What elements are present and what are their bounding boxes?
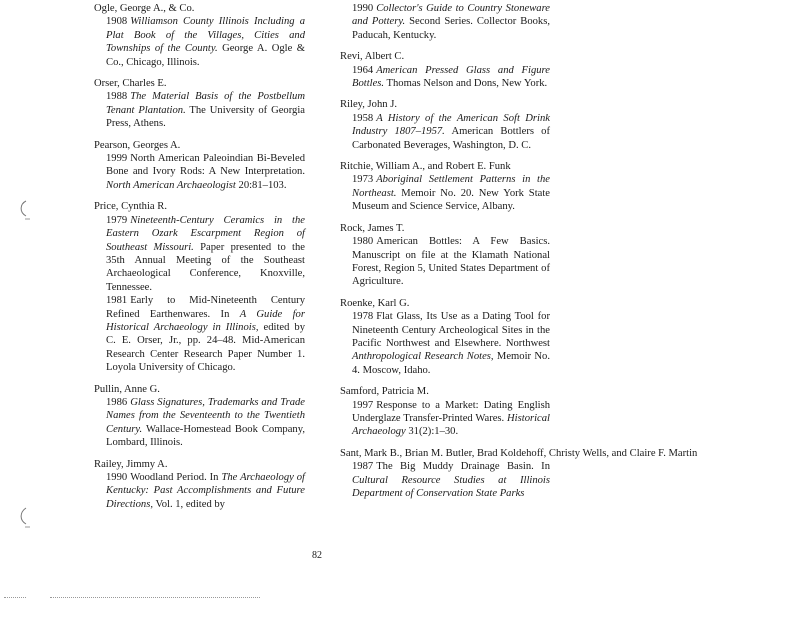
entry-reference: [340, 460, 550, 500]
reference-year: 1979: [106, 214, 128, 226]
reference-title: Historical Archaeology: [352, 412, 550, 438]
entry-reference: [94, 90, 305, 130]
reference-text: The Big Muddy Drainage Basin. In: [376, 461, 550, 473]
bibliography-entry: [340, 385, 550, 439]
entry-reference: [340, 310, 550, 377]
reference-year: 1999: [106, 153, 128, 165]
entry-author: Pullin, Anne G.: [94, 383, 160, 395]
reference-title: North American Archaeologist: [106, 179, 236, 191]
reference-year: 1988: [106, 91, 128, 103]
reference-text: The University of Georgia Press, Athens.: [106, 104, 305, 130]
reference-title: Anthropological Research Notes,: [352, 351, 494, 363]
entry-author: Railey, Jimmy A.: [94, 458, 168, 470]
reference-text: Memoir No. 4. Moscow, Idaho.: [352, 351, 550, 376]
entry-reference: [340, 112, 550, 152]
reference-title: Collector's Guide to Country Stoneware and Pottery.: [352, 3, 550, 28]
bibliography-entry: [94, 458, 305, 512]
reference-text: edited by C. E. Orser, Jr., pp. 24–48. Mid-American Research Center Research Paper Number 1. Loyola University of Chicago.: [106, 321, 306, 374]
entry-author: Revi, Albert C.: [340, 51, 405, 63]
entry-reference: [94, 294, 305, 374]
bibliography-entry: [94, 139, 305, 193]
scan-artifact: [50, 597, 260, 599]
entry-reference: [94, 152, 305, 192]
reference-text: 31(2):1–30.: [405, 426, 459, 438]
entry-reference: [340, 173, 550, 213]
entry-author: Orser, Charles E.: [94, 78, 167, 90]
reference-year: 1973: [352, 174, 374, 186]
entry-author: Sant, Mark B., Brian M. Butler, Brad Koldehoff, Christy Wells, and Claire F. Martin: [340, 447, 698, 459]
entry-reference: [94, 396, 305, 450]
bibliography-entry: [94, 383, 305, 450]
bibliography-entry: [340, 297, 550, 377]
reference-text: Response to a Market: Dating English Underglaze Transfer-Printed Wares.: [352, 399, 550, 424]
entry-reference: [94, 471, 305, 511]
bibliography-entry: [340, 222, 550, 289]
entry-author: Samford, Patricia M.: [340, 386, 429, 398]
reference-title: Cultural Resource Studies at Illinois Department of Conservation State Parks: [352, 474, 550, 499]
bibliography-entry: [94, 200, 305, 374]
reference-text: Early to Mid-Nineteenth Century Refined Earthenwares. In: [106, 295, 305, 320]
entry-reference: [340, 64, 550, 91]
entry-author: Rock, James T.: [340, 222, 405, 234]
entry-author: Ogle, George A., & Co.: [94, 3, 195, 14]
right-column: [340, 2, 698, 508]
reference-title: Aboriginal Settlement Patterns in the Northeast.: [352, 174, 550, 199]
bibliography-entry: [94, 2, 305, 69]
reference-title: Nineteenth-Century Ceramics in the Eastern Ozark Escarpment Region of Southeast Missouri.: [106, 214, 305, 253]
reference-year: 1987: [352, 461, 374, 473]
reference-text: Second Series. Collector Books, Paducah, Kentucky.: [352, 16, 550, 41]
bibliography-entry: [340, 160, 550, 214]
reference-title: Williamson County Illinois Including a Plat Book of the Villages, Cities and Townships of the County.: [106, 16, 305, 55]
bibliography-entry: [340, 50, 550, 90]
bibliography-entry: [340, 447, 698, 501]
entry-reference: [340, 2, 550, 42]
binding-mark-icon: [16, 506, 32, 528]
bibliography-entry: [340, 98, 550, 152]
entry-reference: [340, 399, 550, 439]
reference-year: 1990: [352, 3, 374, 14]
entry-author: Price, Cynthia R.: [94, 201, 167, 213]
entry-reference: [94, 15, 305, 69]
entry-author: Roenke, Karl G.: [340, 297, 410, 309]
reference-text: Flat Glass, Its Use as a Dating Tool for Nineteenth Century Archeological Sites in the Pacific Northwest and Elsewhere. Northwest: [352, 311, 550, 349]
page-number: 82: [312, 550, 322, 561]
reference-title: The Archaeology of Kentucky: Past Accomplishments and Future Directions,: [106, 472, 305, 510]
reference-year: 1958: [352, 112, 374, 124]
reference-text: Paper presented to the 35th Annual Meeting of the Southeast Archaeological Conference, Knoxville, Tennessee.: [106, 241, 305, 293]
entry-reference: [340, 235, 550, 289]
reference-year: 1997: [352, 399, 374, 411]
reference-year: 1980: [352, 236, 374, 248]
reference-text: American Bottlers of Carbonated Beverages, Washington, D. C.: [352, 126, 551, 151]
reference-title: American Pressed Glass and Figure Bottles.: [352, 64, 550, 90]
left-column: [94, 2, 305, 519]
entry-author: Riley, John J.: [340, 99, 397, 111]
reference-year: 1981: [106, 295, 128, 307]
reference-title: Glass Signatures, Trademarks and Trade Names from the Seventeenth to the Twentieth Century.: [106, 396, 305, 435]
reference-year: 1908: [106, 16, 128, 28]
bibliography-entry: [94, 77, 305, 131]
reference-text: American Bottles: A Few Basics. Manuscript on file at the Klamath National Forest, Region 5, United States Department of Agriculture.: [352, 236, 550, 288]
entry-author: Pearson, Georges A.: [94, 139, 181, 151]
reference-text: Thomas Nelson and Dons, New York.: [384, 78, 548, 90]
reference-text: Woodland Period. In: [130, 472, 222, 483]
reference-text: 20:81–103.: [235, 179, 287, 191]
bibliography-entry: [340, 2, 550, 42]
reference-title: A History of the American Soft Drink Industry 1807–1957.: [352, 112, 550, 138]
reference-year: 1964: [352, 64, 374, 76]
reference-text: Memoir No. 20. New York State Museum and Science Service, Albany.: [352, 187, 550, 213]
reference-text: North American Paleoindian Bi-Beveled Bone and Ivory Rods: A New Interpretation.: [106, 153, 305, 178]
reference-title: The Material Basis of the Postbellum Tenant Plantation.: [106, 91, 305, 116]
entry-reference: [94, 214, 305, 294]
scan-artifact: [4, 597, 26, 599]
reference-text: Wallace-Homestead Book Company, Lombard, Illinois.: [106, 423, 305, 449]
reference-title: A Guide for Historical Archaeology in Illinois,: [106, 308, 305, 333]
reference-year: 1978: [352, 311, 374, 323]
reference-year: 1986: [106, 396, 128, 408]
entry-author: Ritchie, William A., and Robert E. Funk: [340, 161, 511, 173]
reference-year: 1990: [106, 472, 128, 483]
reference-text: Vol. 1, edited by: [152, 498, 225, 510]
binding-mark-icon: [16, 198, 32, 220]
reference-text: George A. Ogle & Co., Chicago, Illinois.: [106, 43, 305, 68]
